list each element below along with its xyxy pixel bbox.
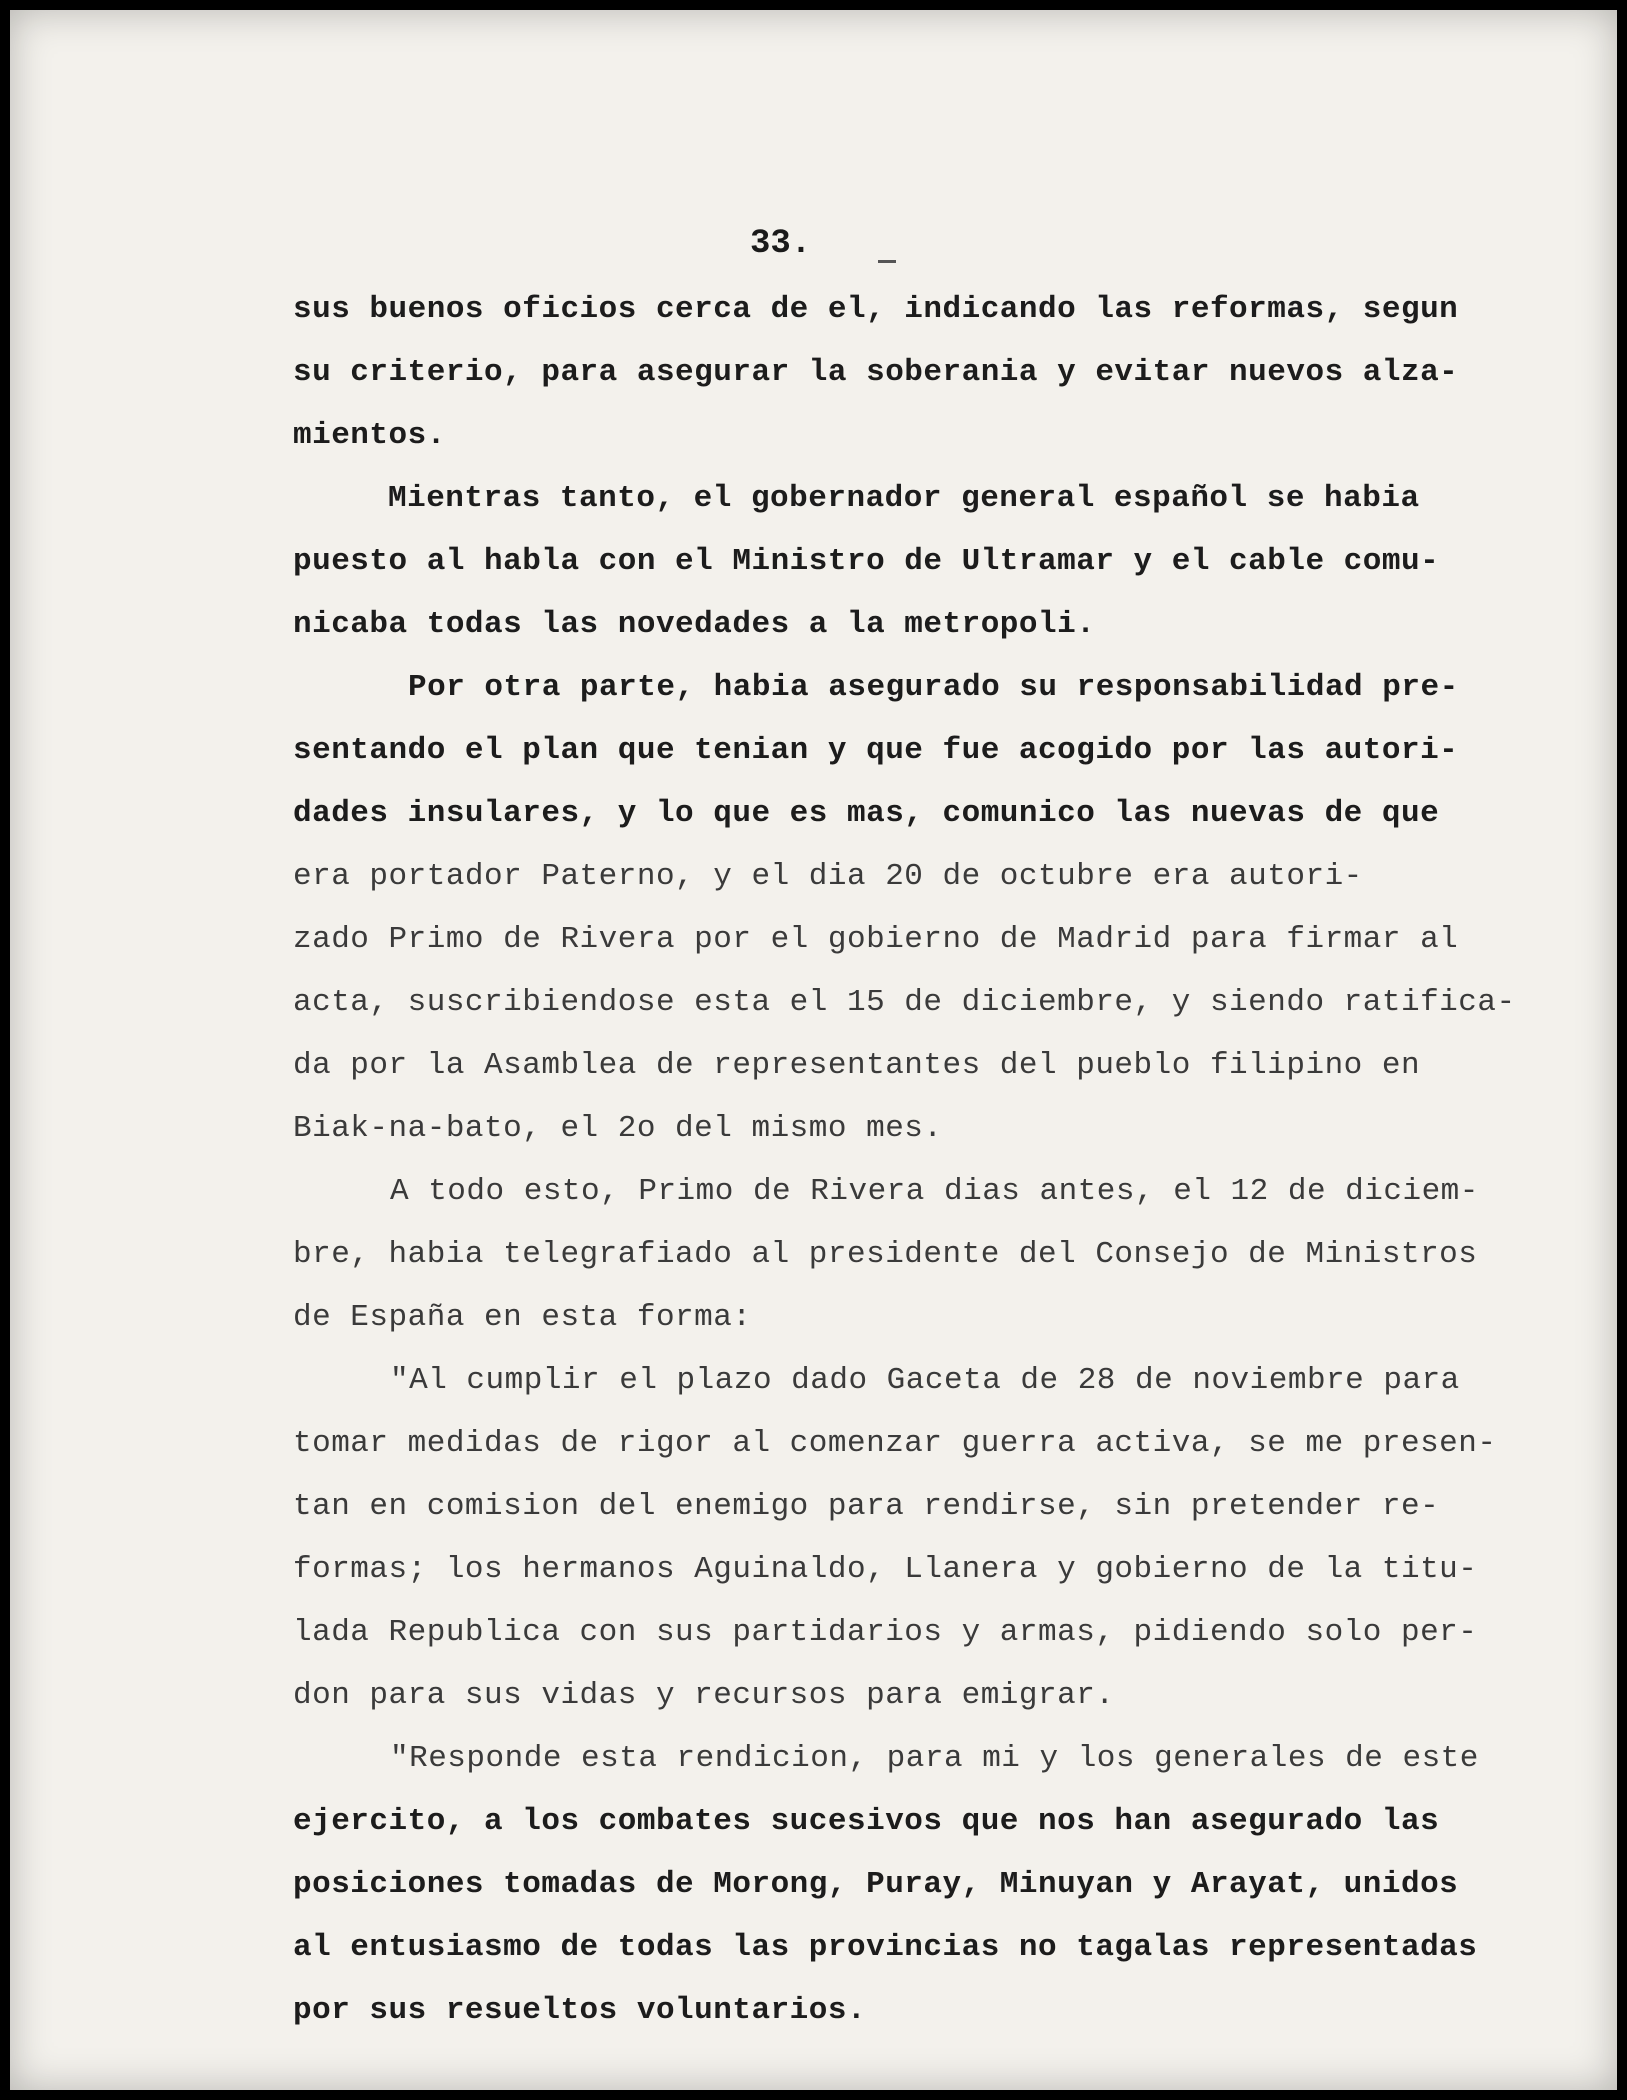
text-line: tomar medidas de rigor al comenzar guerra activa, se me presen- (293, 1426, 1497, 1461)
text-line: puesto al habla con el Ministro de Ultramar y el cable comu- (293, 544, 1440, 579)
stray-mark (878, 260, 896, 263)
text-line: nicaba todas las novedades a la metropoli. (293, 607, 1096, 642)
text-line: "Responde esta rendicion, para mi y los generales de este (390, 1741, 1479, 1776)
text-line: ejercito, a los combates sucesivos que nos han asegurado las (293, 1804, 1440, 1839)
document-page (10, 10, 1617, 2090)
text-line: era portador Paterno, y el dia 20 de octubre era autori- (293, 859, 1363, 894)
text-line: su criterio, para asegurar la soberania y evitar nuevos alza- (293, 355, 1459, 390)
text-line: don para sus vidas y recursos para emigrar. (293, 1678, 1115, 1713)
text-line: tan en comision del enemigo para rendirse, sin pretender re- (293, 1489, 1440, 1524)
text-line: A todo esto, Primo de Rivera dias antes, el 12 de diciem- (390, 1174, 1479, 1209)
text-line: "Al cumplir el plazo dado Gaceta de 28 de noviembre para (390, 1363, 1460, 1398)
text-line: sentando el plan que tenian y que fue acogido por las autori- (293, 733, 1459, 768)
text-line: sus buenos oficios cerca de el, indicando las reformas, segun (293, 292, 1459, 327)
text-line: por sus resueltos voluntarios. (293, 1993, 867, 2028)
text-line: dades insulares, y lo que es mas, comunico las nuevas de que (293, 796, 1440, 831)
text-line: da por la Asamblea de representantes del pueblo filipino en (293, 1048, 1421, 1083)
text-line: lada Republica con sus partidarios y armas, pidiendo solo per- (293, 1615, 1478, 1650)
text-line: bre, habia telegrafiado al presidente del Consejo de Ministros (293, 1237, 1478, 1272)
page-number: 33. (750, 225, 812, 263)
text-line: formas; los hermanos Aguinaldo, Llanera y gobierno de la titu- (293, 1552, 1478, 1587)
text-line: posiciones tomadas de Morong, Puray, Minuyan y Arayat, unidos (293, 1867, 1459, 1902)
text-line: mientos. (293, 418, 446, 453)
text-line: acta, suscribiendose esta el 15 de diciembre, y siendo ratifica- (293, 985, 1516, 1020)
text-line: de España en esta forma: (293, 1300, 752, 1335)
text-line: Por otra parte, habia asegurado su responsabilidad pre- (408, 670, 1459, 705)
text-line: Biak-na-bato, el 2o del mismo mes. (293, 1111, 943, 1146)
text-line: Mientras tanto, el gobernador general español se habia (388, 481, 1420, 516)
text-line: al entusiasmo de todas las provincias no tagalas representadas (293, 1930, 1478, 1965)
text-line: zado Primo de Rivera por el gobierno de Madrid para firmar al (293, 922, 1459, 957)
